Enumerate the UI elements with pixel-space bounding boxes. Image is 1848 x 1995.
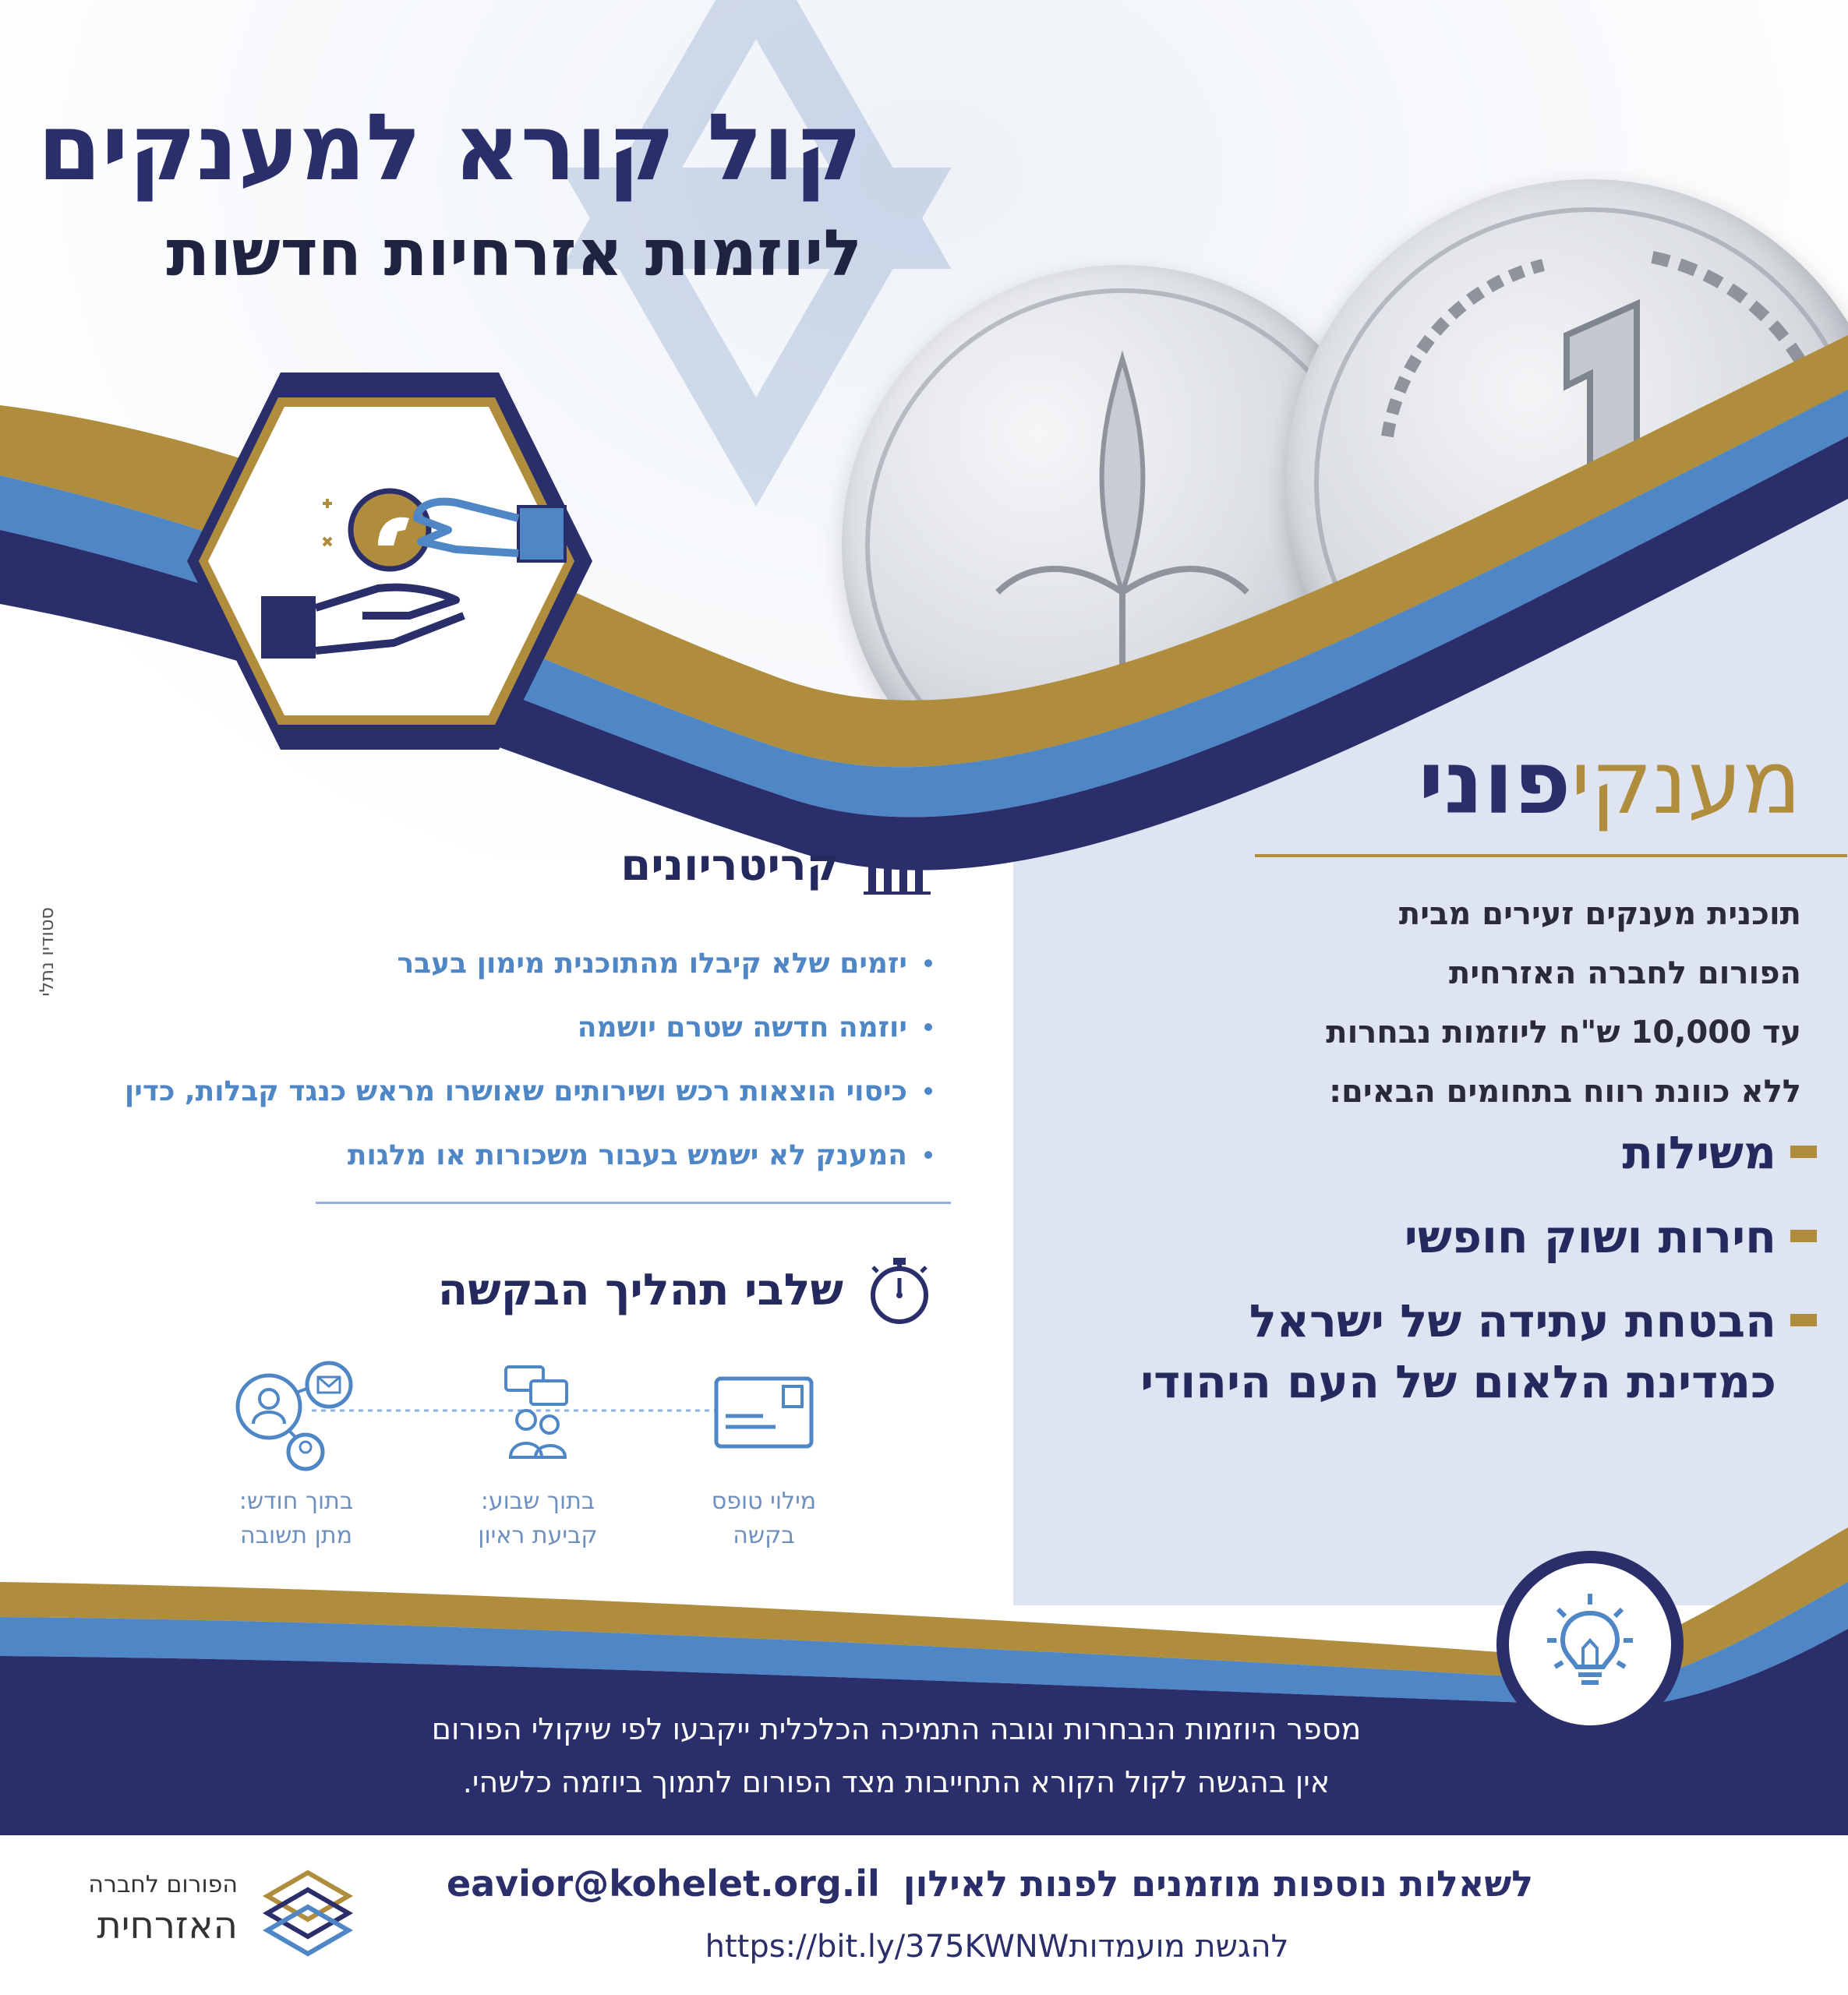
- footer-line: אין בהגשה לקול הקורא התחייבות מצד הפורום לתמוך ביוזמה כלשהי.: [462, 1765, 1330, 1799]
- gold-bullet: [1790, 1230, 1817, 1242]
- steps-heading: שלבי תהליך הבקשה: [437, 1264, 843, 1315]
- stopwatch-icon: [867, 1255, 932, 1325]
- submit-url-link[interactable]: https://bit.ly/375KWNW: [705, 1929, 1069, 1965]
- fields-list: [1037, 1122, 1817, 1435]
- field-item: חירות ושוק חופשי: [1037, 1206, 1817, 1267]
- gold-divider: [1255, 854, 1847, 857]
- criteria-list: [59, 931, 932, 1187]
- submit-line: [405, 1929, 1574, 1965]
- org-logo-icon: [261, 1866, 355, 1968]
- interview-icon: [503, 1364, 573, 1461]
- blue-divider: [316, 1202, 951, 1204]
- list-item: יזמים שלא קיבלו מהתוכנית מימון בעבר: [59, 931, 932, 995]
- lightbulb-icon: [1532, 1586, 1648, 1703]
- intro-line: עד 10,000 ש"ח ליוזמות נבחרות: [1326, 1015, 1801, 1050]
- contact-line: [405, 1863, 1574, 1905]
- step-form: מילוי טופס בקשה: [711, 1488, 817, 1549]
- field-item: הבטחת עתידה של ישראל: [1037, 1291, 1817, 1351]
- intro-line: הפורום לחברה האזרחית: [1449, 955, 1801, 991]
- program-intro: [1100, 885, 1801, 1121]
- hand-coin-icon: [253, 475, 581, 670]
- program-name-part2: פוני: [1418, 733, 1571, 834]
- list-item: כיסוי הוצאות רכש ושירותים שאושרו מראש כנגד קבלות, כדין: [59, 1059, 932, 1123]
- footer-disclaimer: [234, 1703, 1559, 1809]
- org-name-line2: האזרחית: [97, 1904, 238, 1947]
- footer-line: מספר היוזמות הנבחרות וגובה התמיכה הכלכלית ייקבעו לפי שיקולי הפורום: [431, 1712, 1362, 1746]
- field-item-continued: כמדינת הלאום של העם היהודי: [1140, 1355, 1776, 1408]
- bullet-dot: [924, 1023, 932, 1031]
- step-answer: בתוך חודש: מתן תשובה: [239, 1488, 354, 1549]
- step-interview: בתוך שבוע: קביעת ראיון: [478, 1488, 598, 1549]
- list-item: המענק לא ישמש בעבור משכורות או מלגות: [59, 1123, 932, 1187]
- form-icon: [713, 1375, 814, 1449]
- intro-line: ללא כוונת רווח בתחומים הבאים:: [1329, 1074, 1801, 1110]
- contact-text: לשאלות נוספות מוזמנים לפנות לאילון: [903, 1863, 1534, 1905]
- bullet-dot: [924, 1087, 932, 1095]
- intro-line: תוכנית מענקים זעירים מבית: [1398, 896, 1801, 932]
- gold-bullet: [1790, 1146, 1817, 1158]
- program-name: [1178, 733, 1801, 834]
- submit-label: להגשת מועמדות: [1069, 1929, 1289, 1965]
- chart-icon: [862, 834, 932, 896]
- steps-header: [438, 1255, 932, 1325]
- network-icon: [234, 1360, 359, 1473]
- program-name-part1: מענקי: [1571, 733, 1801, 834]
- criteria-header: [620, 834, 932, 896]
- studio-credit: סטודיו נתלי: [36, 907, 58, 997]
- list-item: יוזמה חדשה שטרם יושמה: [59, 995, 932, 1059]
- org-logo: [74, 1866, 355, 1968]
- contact-email-link[interactable]: eavior@kohelet.org.il: [446, 1863, 880, 1905]
- bullet-dot: [924, 1151, 932, 1159]
- org-name-line1: הפורום לחברה: [88, 1871, 238, 1898]
- field-item: משילות: [1037, 1122, 1817, 1183]
- page-title: קול קורא למענקים: [37, 94, 862, 201]
- gold-bullet: [1790, 1314, 1817, 1326]
- page-subtitle: ליוזמות אזרחיות חדשות: [166, 217, 862, 291]
- bullet-dot: [924, 959, 932, 967]
- criteria-heading: קריטריונים: [620, 839, 839, 891]
